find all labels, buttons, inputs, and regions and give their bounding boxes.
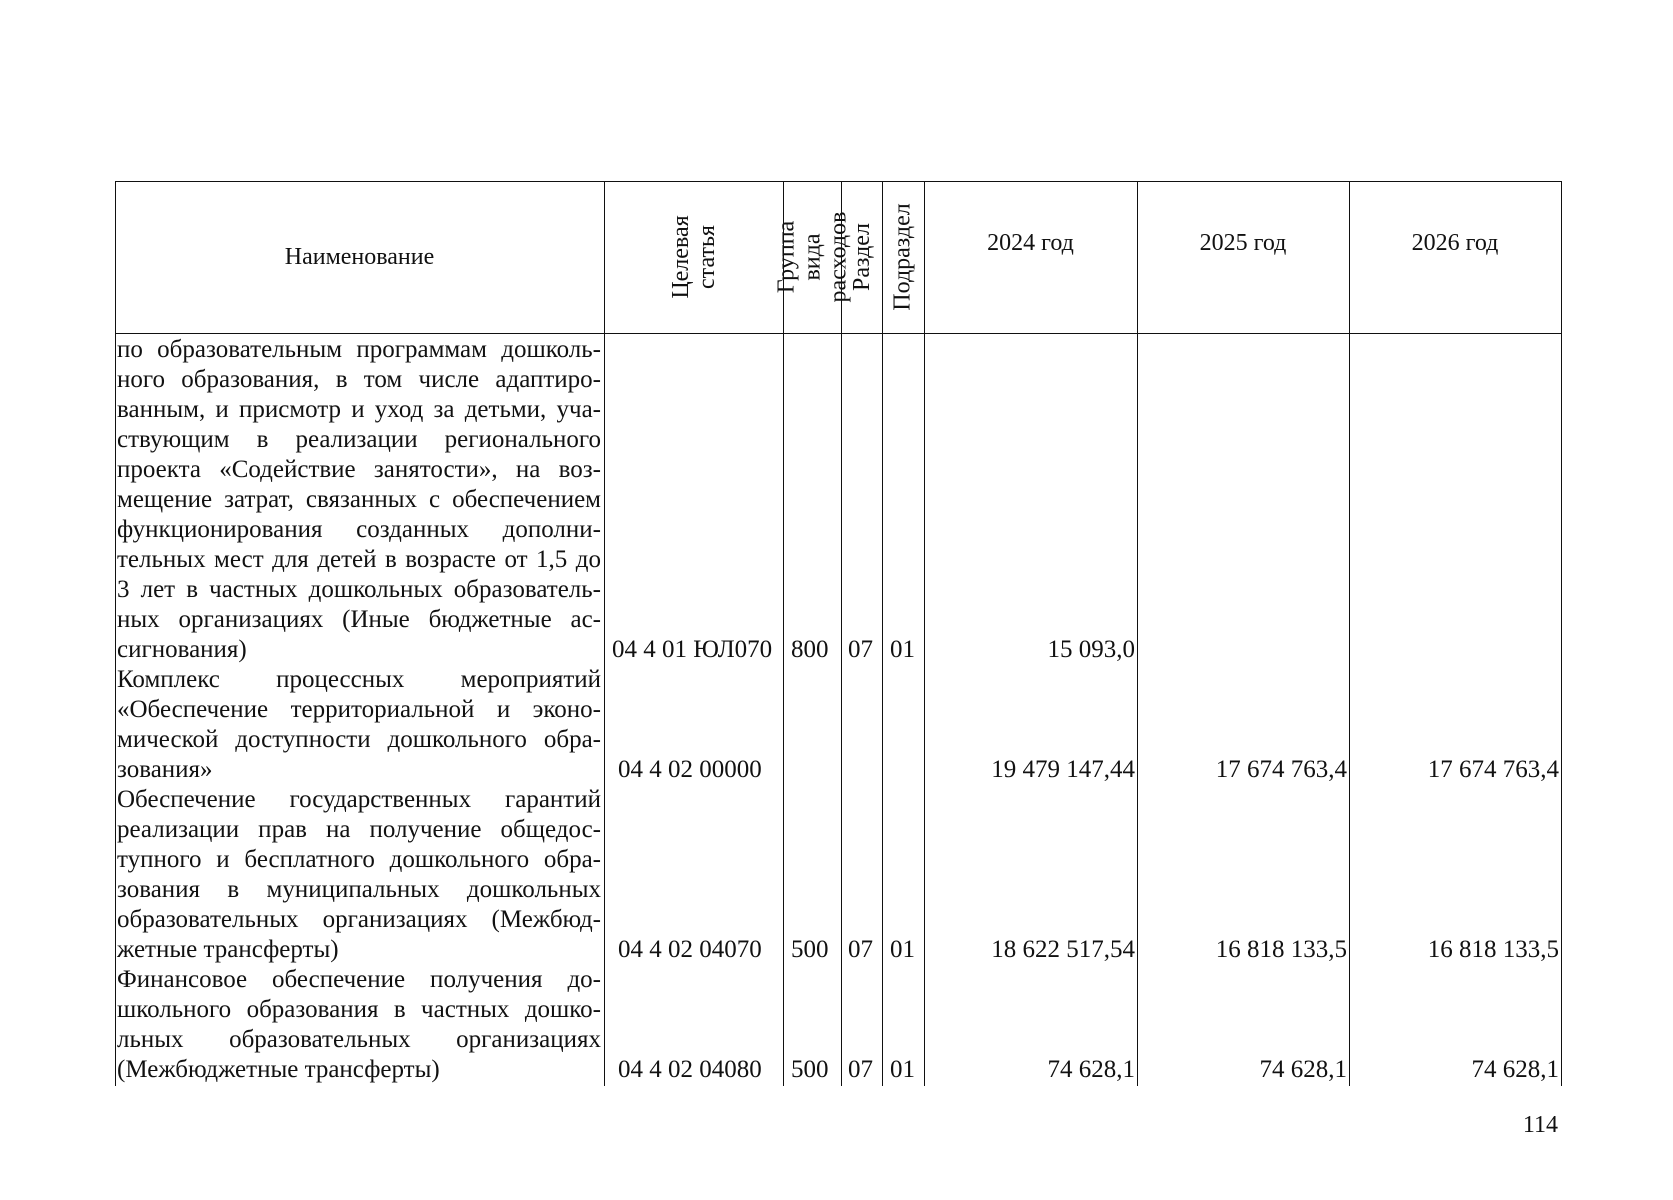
header-subsection-text: Подраздел xyxy=(890,203,917,311)
header-2026-text: 2026 год xyxy=(1411,229,1499,256)
row-3-name-line: зования в муниципальных дошкольных xyxy=(117,876,601,903)
header-name xyxy=(115,181,604,333)
row-2-target-article: 04 4 02 00000 xyxy=(618,756,762,783)
row-4-2025: 74 628,1 xyxy=(1259,1056,1347,1083)
col-border-7 xyxy=(1349,181,1350,1086)
row-1-2024: 15 093,0 xyxy=(1047,636,1135,663)
header-section-text: Раздел xyxy=(848,223,875,291)
row-3-name-line: Обеспечение государственных гарантий xyxy=(117,786,601,813)
row-3-name-line: жетные трансферты) xyxy=(117,936,339,963)
row-3-2024: 18 622 517,54 xyxy=(991,936,1135,963)
header-expense-group-text: Группа вида расходов xyxy=(773,211,852,303)
row-3-target-article: 04 4 02 04070 xyxy=(618,936,762,963)
row-2-name-line: «Обеспечение территориальной и эконо- xyxy=(117,696,601,723)
header-subsection xyxy=(882,181,924,333)
row-4-target-article: 04 4 02 04080 xyxy=(618,1056,762,1083)
row-3-2026: 16 818 133,5 xyxy=(1427,936,1559,963)
budget-table xyxy=(115,181,1562,1086)
row-3-section: 07 xyxy=(848,936,873,963)
row-1-name-line: проекта «Содействие занятости», на воз- xyxy=(117,456,601,483)
row-4-name xyxy=(117,965,601,1085)
row-1-name-line: мещение затрат, связанных с обеспечением xyxy=(117,486,601,513)
row-1-section: 07 xyxy=(848,636,873,663)
row-4-2024: 74 628,1 xyxy=(1047,1056,1135,1083)
row-1-name-line: функционирования созданных дополни- xyxy=(117,516,601,543)
row-1-name-line: сигнования) xyxy=(117,636,247,663)
row-2-2026: 17 674 763,4 xyxy=(1427,756,1559,783)
col-border-6 xyxy=(1137,181,1138,1086)
row-1-expense-group: 800 xyxy=(791,636,829,663)
row-3-name-line: образовательных организациях (Межбюд- xyxy=(117,906,601,933)
header-expense-group xyxy=(773,181,852,333)
row-4-section: 07 xyxy=(848,1056,873,1083)
row-1-name-line: ного образования, в том числе адаптиро- xyxy=(117,366,601,393)
page-number: 114 xyxy=(1522,1112,1558,1138)
row-1-name-line: ствующим в реализации регионального xyxy=(117,426,601,453)
row-1-name-line: 3 лет в частных дошкольных образователь- xyxy=(117,576,601,603)
row-4-name-line: школьного образования в частных дошко- xyxy=(117,996,601,1023)
row-3-name xyxy=(117,785,601,965)
row-4-subsection: 01 xyxy=(890,1056,915,1083)
row-4-name-line: льных образовательных организациях xyxy=(117,1026,601,1053)
row-3-name-line: реализации прав на получение общедос- xyxy=(117,816,601,843)
row-4-expense-group: 500 xyxy=(791,1056,829,1083)
row-2-name-line: мической доступности дошкольного обра- xyxy=(117,726,601,753)
row-1-name xyxy=(117,335,601,665)
row-2-2025: 17 674 763,4 xyxy=(1215,756,1347,783)
row-1-target-article: 04 4 01 ЮЛ070 xyxy=(612,636,773,663)
header-2025-text: 2025 год xyxy=(1199,229,1287,256)
row-1-name-line: по образовательным программам дошколь- xyxy=(117,336,601,363)
row-4-name-line: (Межбюджетные трансферты) xyxy=(117,1056,440,1083)
row-1-subsection: 01 xyxy=(890,636,915,663)
header-section xyxy=(841,181,882,333)
header-target-article-text: Целевая статья xyxy=(667,215,720,299)
row-4-2026: 74 628,1 xyxy=(1471,1056,1559,1083)
header-2024-text: 2024 год xyxy=(987,229,1074,256)
row-4-name-line: Финансовое обеспечение получения до- xyxy=(117,966,601,993)
row-2-name-line: Комплекс процессных мероприятий xyxy=(117,666,601,693)
col-border-8 xyxy=(1561,181,1562,1086)
header-target-article xyxy=(604,181,783,333)
row-3-subsection: 01 xyxy=(890,936,915,963)
col-border-5 xyxy=(924,181,925,1086)
row-1-name-line: ванным, и присмотр и уход за детьми, уча- xyxy=(117,396,601,423)
header-2026 xyxy=(1349,181,1561,305)
row-3-2025: 16 818 133,5 xyxy=(1215,936,1347,963)
row-2-name-line: зования» xyxy=(117,756,213,783)
row-3-expense-group: 500 xyxy=(791,936,829,963)
row-3-name-line: тупного и бесплатного дошкольного обра- xyxy=(117,846,601,873)
row-1-name-line: тельных мест для детей в возрасте от 1,5 до xyxy=(117,546,601,573)
row-1-name-line: ных организациях (Иные бюджетные ас- xyxy=(117,606,601,633)
header-name-text: Наименование xyxy=(284,243,435,270)
header-bottom-border xyxy=(115,333,1562,334)
row-2-2024: 19 479 147,44 xyxy=(991,756,1135,783)
header-2024 xyxy=(924,181,1137,305)
header-2025 xyxy=(1137,181,1349,305)
row-2-name xyxy=(117,665,601,785)
